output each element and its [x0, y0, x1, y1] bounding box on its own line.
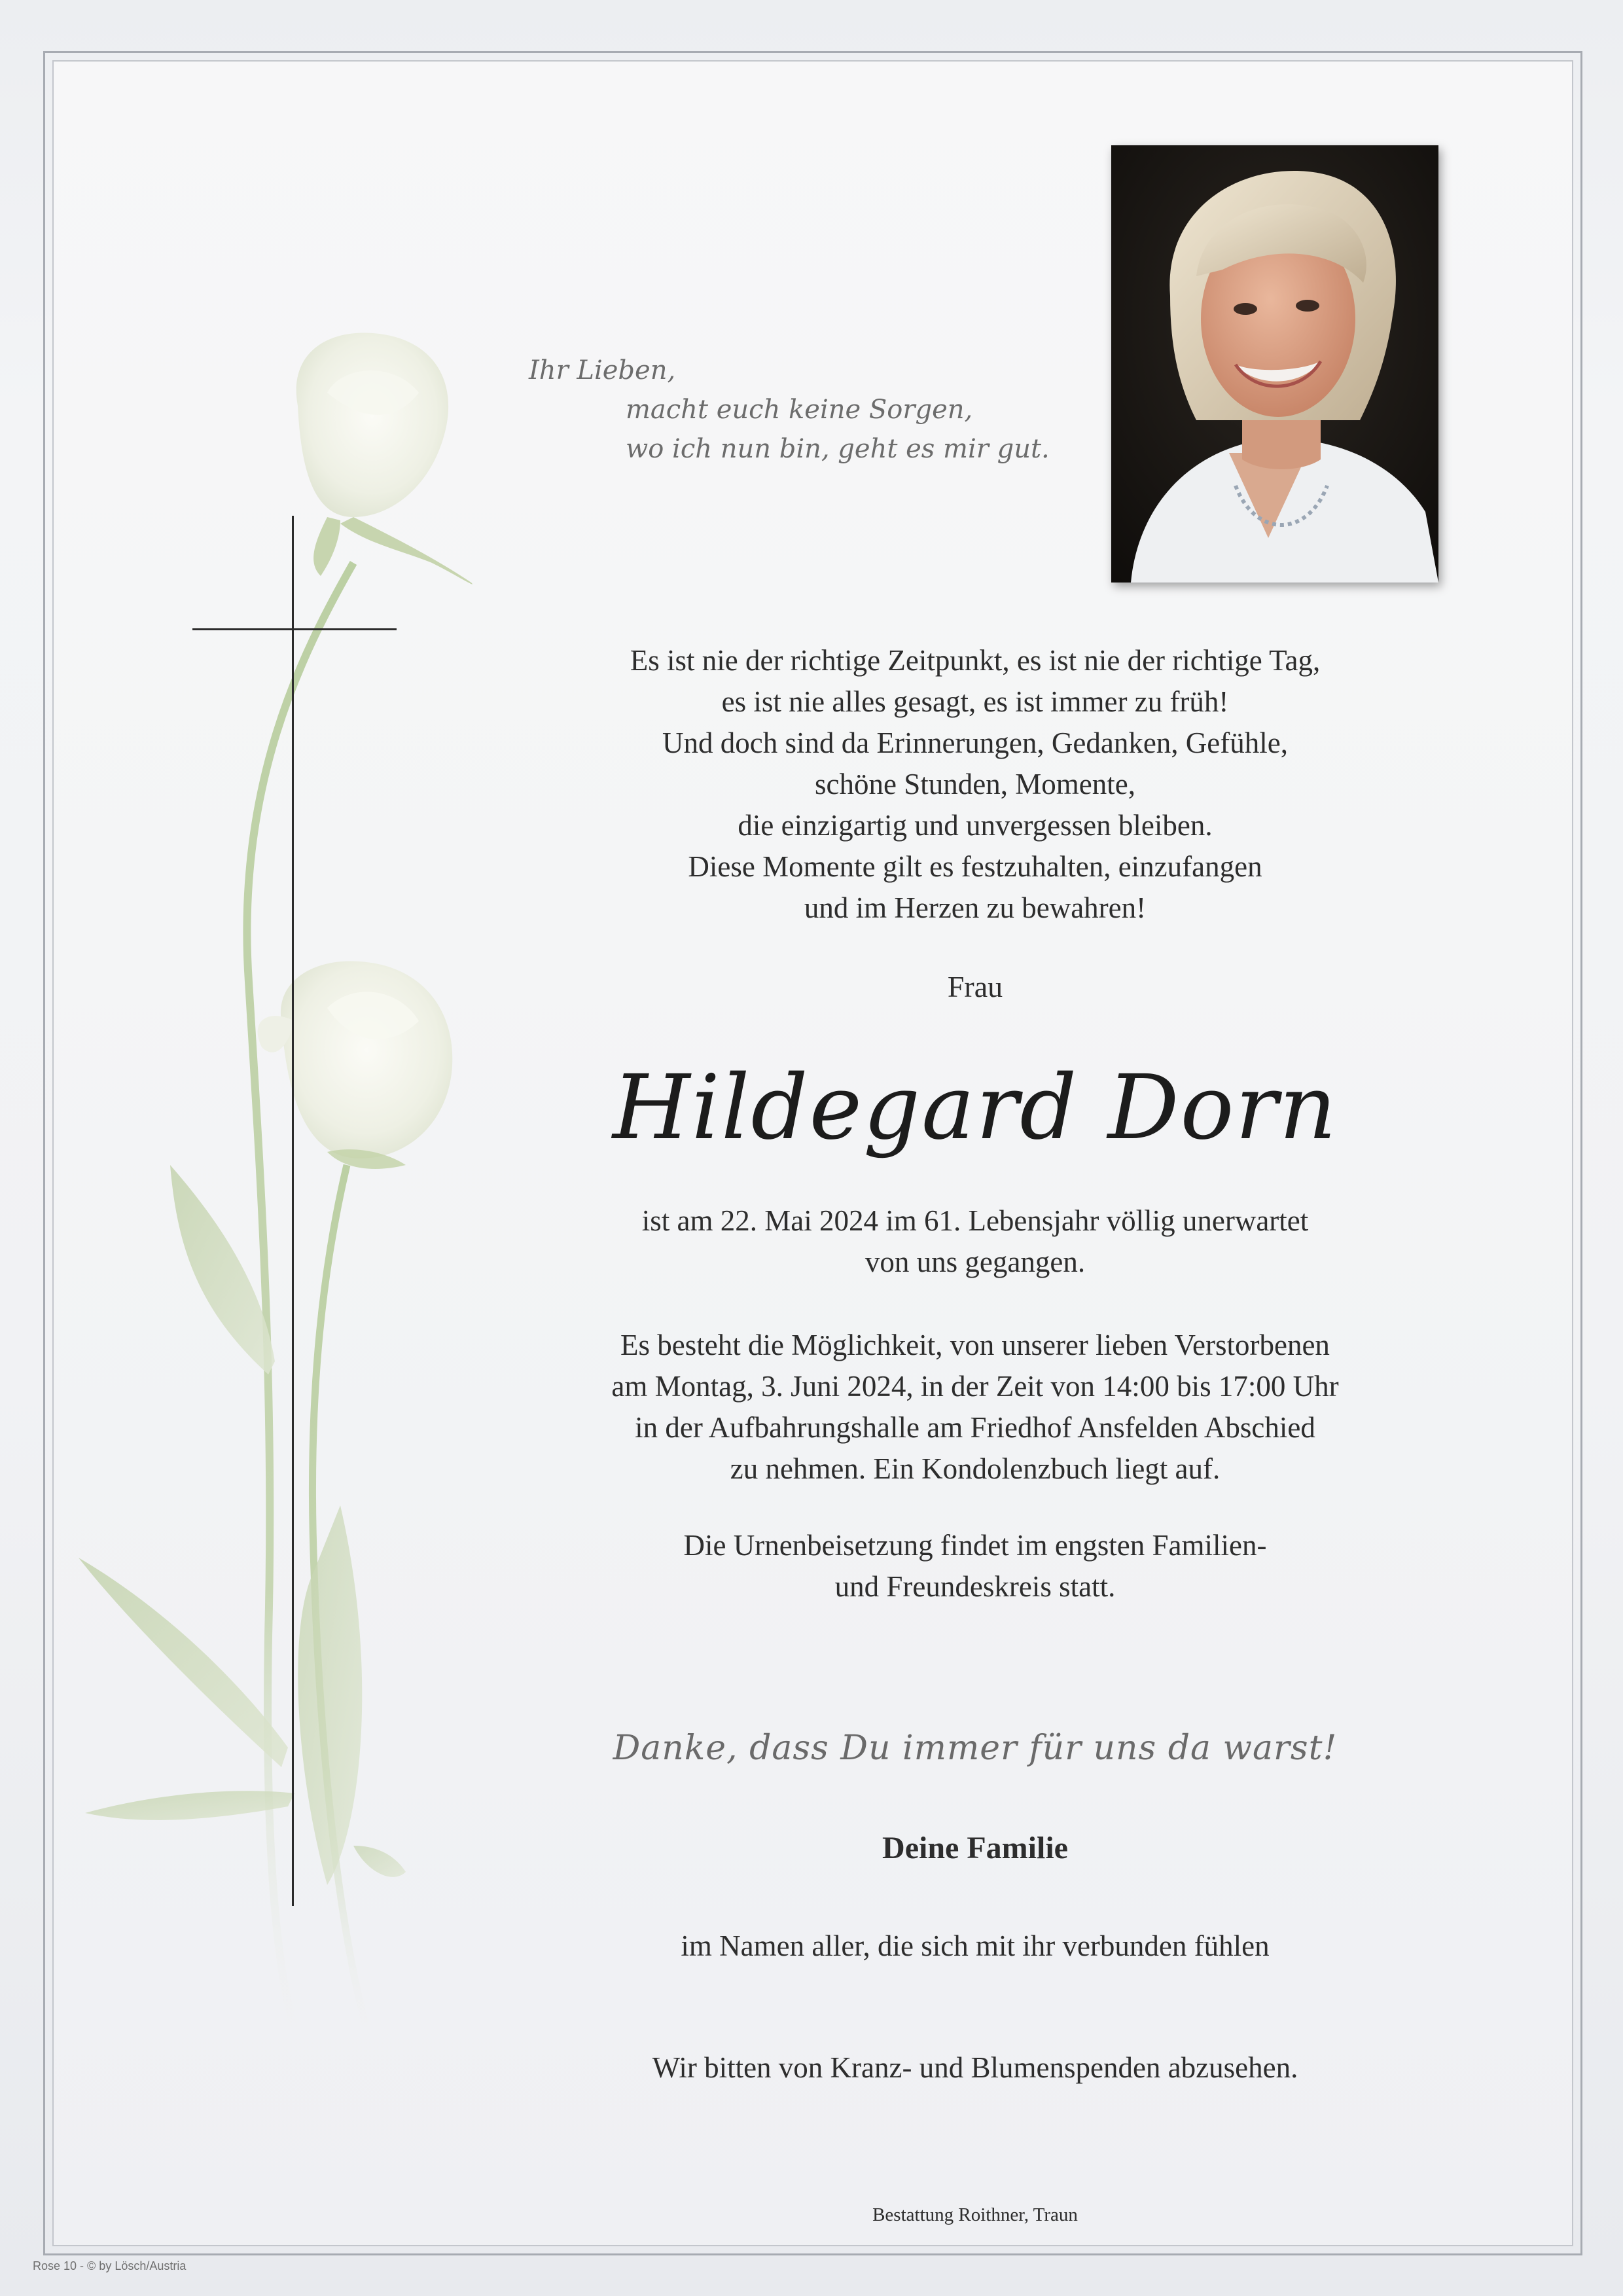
cross-horizontal — [192, 628, 397, 630]
viewing-line: Es besteht die Möglichkeit, von unserer lieben Verstorbenen — [620, 1329, 1330, 1361]
viewing-line: zu nehmen. Ein Kondolenzbuch liegt auf. — [730, 1452, 1221, 1485]
viewing-line: in der Aufbahrungshalle am Friedhof Ansfelden Abschied — [635, 1411, 1315, 1444]
memorial-verse — [563, 640, 1387, 929]
verse-line: schöne Stunden, Momente, — [815, 768, 1135, 800]
verse-line: und im Herzen zu bewahren! — [804, 891, 1147, 924]
cross-vertical — [292, 516, 294, 1906]
viewing-info — [563, 1325, 1387, 1490]
urn-line: und Freundeskreis statt. — [834, 1570, 1116, 1603]
deceased-name: Hildegard Dorn — [612, 1056, 1338, 1160]
salutation: Frau — [947, 970, 1003, 1003]
death-notice-line: ist am 22. Mai 2024 im 61. Lebensjahr völlig unerwartet — [641, 1204, 1309, 1237]
viewing-line: am Montag, 3. Juni 2024, in der Zeit von 14:00 bis 17:00 Uhr — [611, 1370, 1339, 1403]
verse-line: es ist nie alles gesagt, es ist immer zu früh! — [721, 685, 1229, 718]
portrait-image — [1111, 145, 1438, 583]
verse-line: Diese Momente gilt es festzuhalten, einzufangen — [688, 850, 1262, 883]
portrait-photo — [1111, 145, 1438, 583]
thanks-line: Danke, dass Du immer für uns da warst! — [613, 1729, 1338, 1768]
flowers-note: Wir bitten von Kranz- und Blumenspenden abzusehen. — [652, 2051, 1298, 2084]
opening-poem — [529, 351, 1065, 469]
poem-line: macht euch keine Sorgen, — [626, 395, 973, 425]
on-behalf-line: im Namen aller, die sich mit ihr verbunden fühlen — [681, 1929, 1270, 1962]
death-notice — [563, 1200, 1387, 1283]
verse-line: Und doch sind da Erinnerungen, Gedanken, Gefühle, — [662, 726, 1288, 759]
verse-line: Es ist nie der richtige Zeitpunkt, es ist nie der richtige Tag, — [630, 644, 1321, 677]
poem-line: Ihr Lieben, — [529, 355, 676, 386]
verse-line: die einzigartig und unvergessen bleiben. — [738, 809, 1213, 842]
death-notice-line: von uns gegangen. — [865, 1246, 1086, 1278]
urn-burial-info — [563, 1525, 1387, 1607]
family-signature: Deine Familie — [882, 1831, 1068, 1865]
urn-line: Die Urnenbeisetzung findet im engsten Familien- — [683, 1529, 1267, 1562]
poem-line: wo ich nun bin, geht es mir gut. — [626, 434, 1050, 464]
copyright-note: Rose 10 - © by Lösch/Austria — [33, 2259, 187, 2272]
undertaker-credit: Bestattung Roithner, Traun — [872, 2204, 1078, 2225]
